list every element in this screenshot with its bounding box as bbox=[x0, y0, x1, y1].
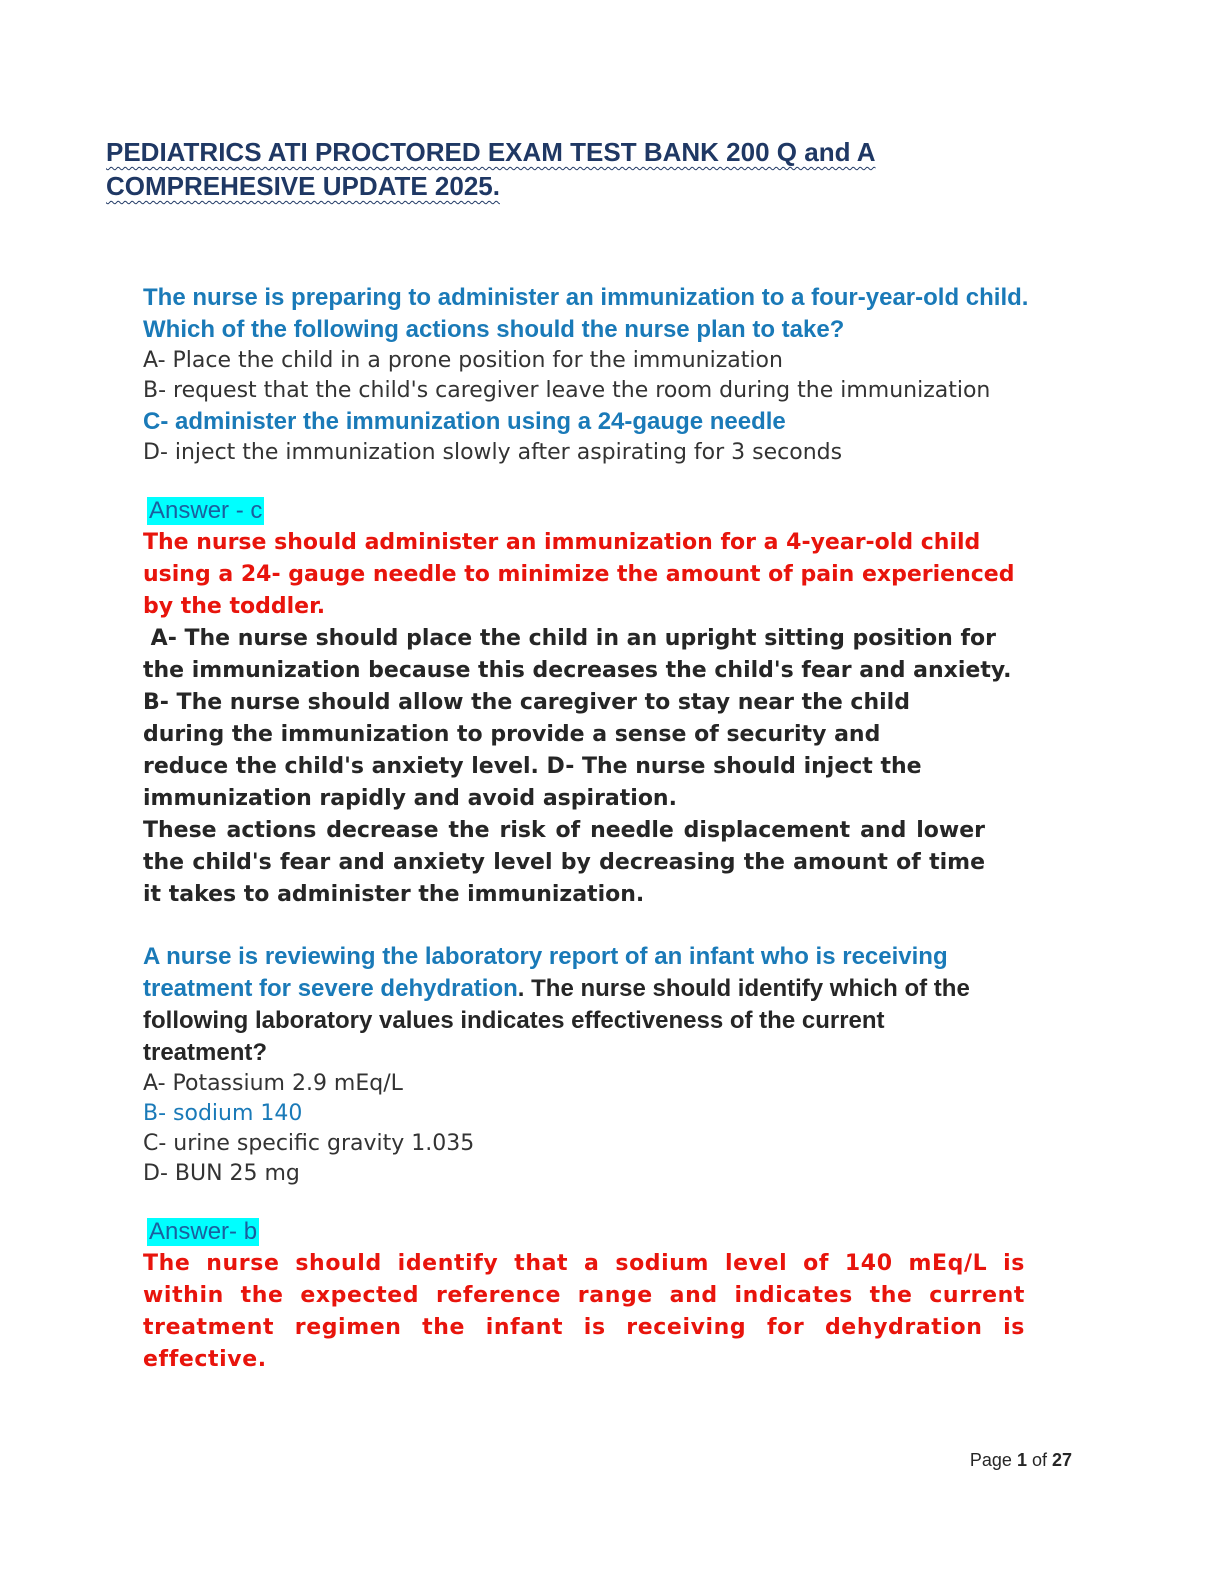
question-2-rationale: The nurse should identify that a sodium level of 140 mEq/L is within the expected reference range and indicates the current treatment regimen the infant is receiving for dehydration is effective. bbox=[143, 1251, 1025, 1372]
question-2-option-d: D- BUN 25 mg bbox=[143, 1161, 300, 1186]
question-1-explanation-summary: These actions decrease the risk of needle displacement and lower the child's fear and anxiety level by decreasing the amount of time it takes to administer the immunization. bbox=[143, 818, 985, 907]
footer-middle: of bbox=[1026, 1450, 1052, 1470]
question-1-text: The nurse is preparing to administer an immunization to a four-year-old child. Which of the following actions should the nurse plan to take? bbox=[143, 284, 1029, 343]
question-2-text-rest: . The nurse should identify which of the following laboratory values indicates effectiveness of the current treatment? bbox=[143, 975, 970, 1066]
page-number-footer bbox=[970, 1450, 1072, 1471]
title-line-2: COMPREHESIVE UPDATE 2025. bbox=[106, 171, 500, 201]
footer-current-page: 1 bbox=[1016, 1450, 1027, 1470]
question-1-rationale: The nurse should administer an immunization for a 4-year-old child using a 24- gauge needle to minimize the amount of pain experienced by the toddler. bbox=[143, 530, 1015, 619]
question-1-explanation-a: A- The nurse should place the child in an upright sitting position for the immunization because this decreases the child's fear and anxiety. bbox=[143, 626, 1012, 683]
question-1-explanation-b-d: B- The nurse should allow the caregiver to stay near the child during the immunization to provide a sense of security and reduce the child's anxiety level. D- The nurse should inject the immunization rapidly and avoid aspiration. bbox=[143, 690, 922, 811]
question-1-option-d: D- inject the immunization slowly after aspirating for 3 seconds bbox=[143, 440, 843, 465]
question-1-option-a: A- Place the child in a prone position for the immunization bbox=[143, 348, 783, 373]
document-body bbox=[143, 282, 1033, 1376]
title-line-1: PEDIATRICS ATI PROCTORED EXAM TEST BANK 200 Q and A bbox=[106, 137, 876, 167]
footer-prefix: Page bbox=[969, 1450, 1017, 1470]
question-2-option-b: B- sodium 140 bbox=[143, 1101, 303, 1126]
question-2-text bbox=[143, 941, 973, 1069]
question-1-option-c: C- administer the immunization using a 24-gauge needle bbox=[143, 408, 786, 435]
question-1-option-b: B- request that the child's caregiver leave the room during the immunization bbox=[143, 378, 991, 403]
question-2-text-highlighted: A nurse is reviewing the laboratory report of an infant who is receiving treatment for severe dehydration bbox=[143, 943, 948, 1002]
question-2-option-a: A- Potassium 2.9 mEq/L bbox=[143, 1071, 403, 1096]
question-1-answer-label: Answer - c bbox=[149, 497, 263, 524]
document-title bbox=[106, 135, 1086, 203]
question-2-option-c: C- urine specific gravity 1.035 bbox=[143, 1131, 475, 1156]
footer-total-pages: 27 bbox=[1051, 1450, 1072, 1470]
question-2-answer-label: Answer- b bbox=[149, 1218, 258, 1245]
